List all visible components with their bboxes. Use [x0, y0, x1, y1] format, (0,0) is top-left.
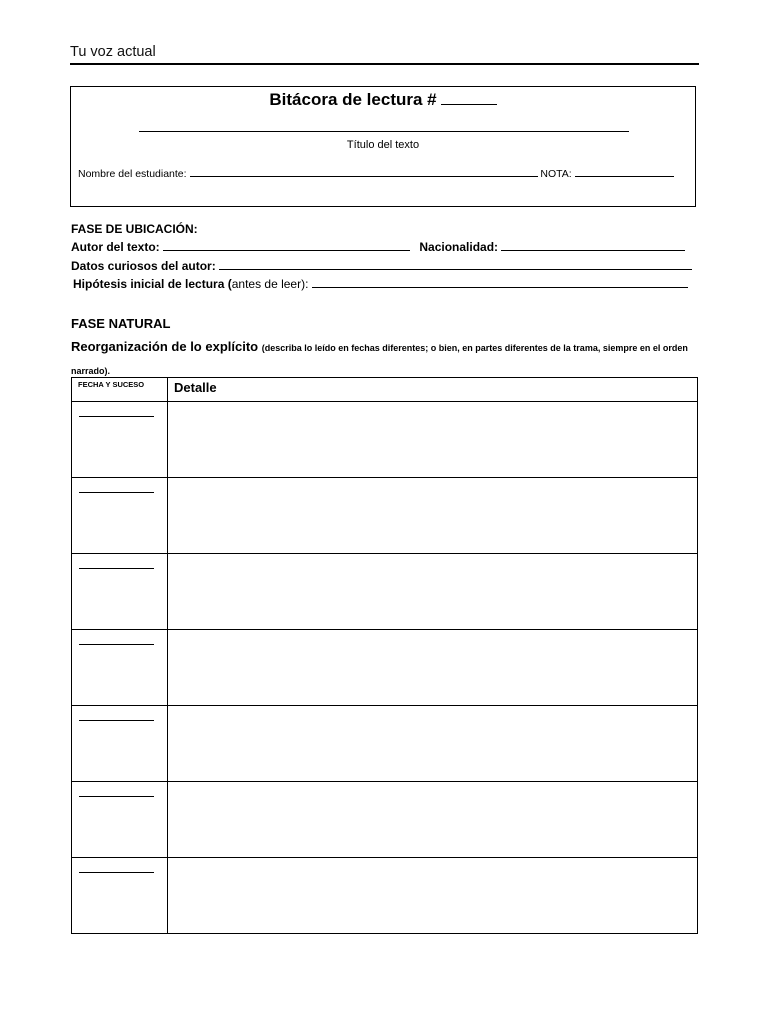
table-row	[72, 478, 698, 554]
author-row	[71, 240, 685, 254]
col-detalle: Detalle	[168, 378, 698, 402]
detalle-cell[interactable]	[168, 782, 698, 858]
table-header-row	[72, 378, 698, 402]
reading-log-table	[71, 377, 698, 934]
student-label: Nombre del estudiante:	[78, 168, 187, 180]
fecha-cell[interactable]	[72, 478, 168, 554]
student-row	[78, 167, 674, 180]
table-row	[72, 630, 698, 706]
fecha-cell[interactable]	[72, 858, 168, 934]
student-name-blank[interactable]	[190, 167, 538, 177]
hypothesis-blank[interactable]	[312, 277, 688, 288]
log-number-blank[interactable]	[441, 90, 497, 105]
ubicacion-heading: FASE DE UBICACIÓN:	[71, 222, 198, 236]
fecha-cell[interactable]	[72, 402, 168, 478]
fecha-cell[interactable]	[72, 554, 168, 630]
date-blank[interactable]	[79, 720, 154, 721]
table-row	[72, 858, 698, 934]
hypothesis-row	[73, 277, 688, 291]
table-row	[72, 782, 698, 858]
fecha-cell[interactable]	[72, 630, 168, 706]
facts-row	[71, 259, 692, 273]
table-body	[72, 402, 698, 934]
table-row	[72, 554, 698, 630]
nationality-blank[interactable]	[501, 240, 685, 251]
log-title-text: Bitácora de lectura #	[269, 90, 437, 109]
fecha-cell[interactable]	[72, 706, 168, 782]
date-blank[interactable]	[79, 492, 154, 493]
detalle-cell[interactable]	[168, 630, 698, 706]
facts-label: Datos curiosos del autor:	[71, 259, 216, 273]
table-row	[72, 706, 698, 782]
text-title-label: Título del texto	[346, 139, 420, 151]
date-blank[interactable]	[79, 568, 154, 569]
header-divider	[70, 63, 699, 65]
date-blank[interactable]	[79, 796, 154, 797]
col-fecha-suceso: FECHA Y SUCESO	[72, 378, 168, 402]
detalle-cell[interactable]	[168, 478, 698, 554]
author-blank[interactable]	[163, 240, 410, 251]
nationality-label: Nacionalidad:	[419, 240, 499, 254]
author-label: Autor del texto:	[71, 240, 160, 254]
header-title: Tu voz actual	[70, 44, 156, 60]
date-blank[interactable]	[79, 416, 154, 417]
text-title-blank[interactable]	[139, 131, 629, 132]
hypothesis-note: antes de leer):	[231, 277, 309, 291]
detalle-cell[interactable]	[168, 554, 698, 630]
grade-label: NOTA:	[540, 168, 572, 180]
detalle-cell[interactable]	[168, 706, 698, 782]
fecha-cell[interactable]	[72, 782, 168, 858]
natural-heading: FASE NATURAL	[71, 316, 171, 331]
grade-blank[interactable]	[575, 167, 674, 177]
title-box	[70, 86, 696, 207]
date-blank[interactable]	[79, 872, 154, 873]
date-blank[interactable]	[79, 644, 154, 645]
table-row	[72, 402, 698, 478]
facts-blank[interactable]	[219, 259, 692, 270]
hypothesis-label: Hipótesis inicial de lectura (	[73, 277, 232, 291]
log-title	[71, 90, 695, 110]
reorg-title: Reorganización de lo explícito	[71, 339, 259, 354]
detalle-cell[interactable]	[168, 858, 698, 934]
reorg-paragraph	[71, 336, 697, 382]
reorg-note: (describa lo leído en fechas diferentes; o bien, en partes diferentes de la trama, siempre en el orden narrado).	[71, 343, 688, 376]
detalle-cell[interactable]	[168, 402, 698, 478]
